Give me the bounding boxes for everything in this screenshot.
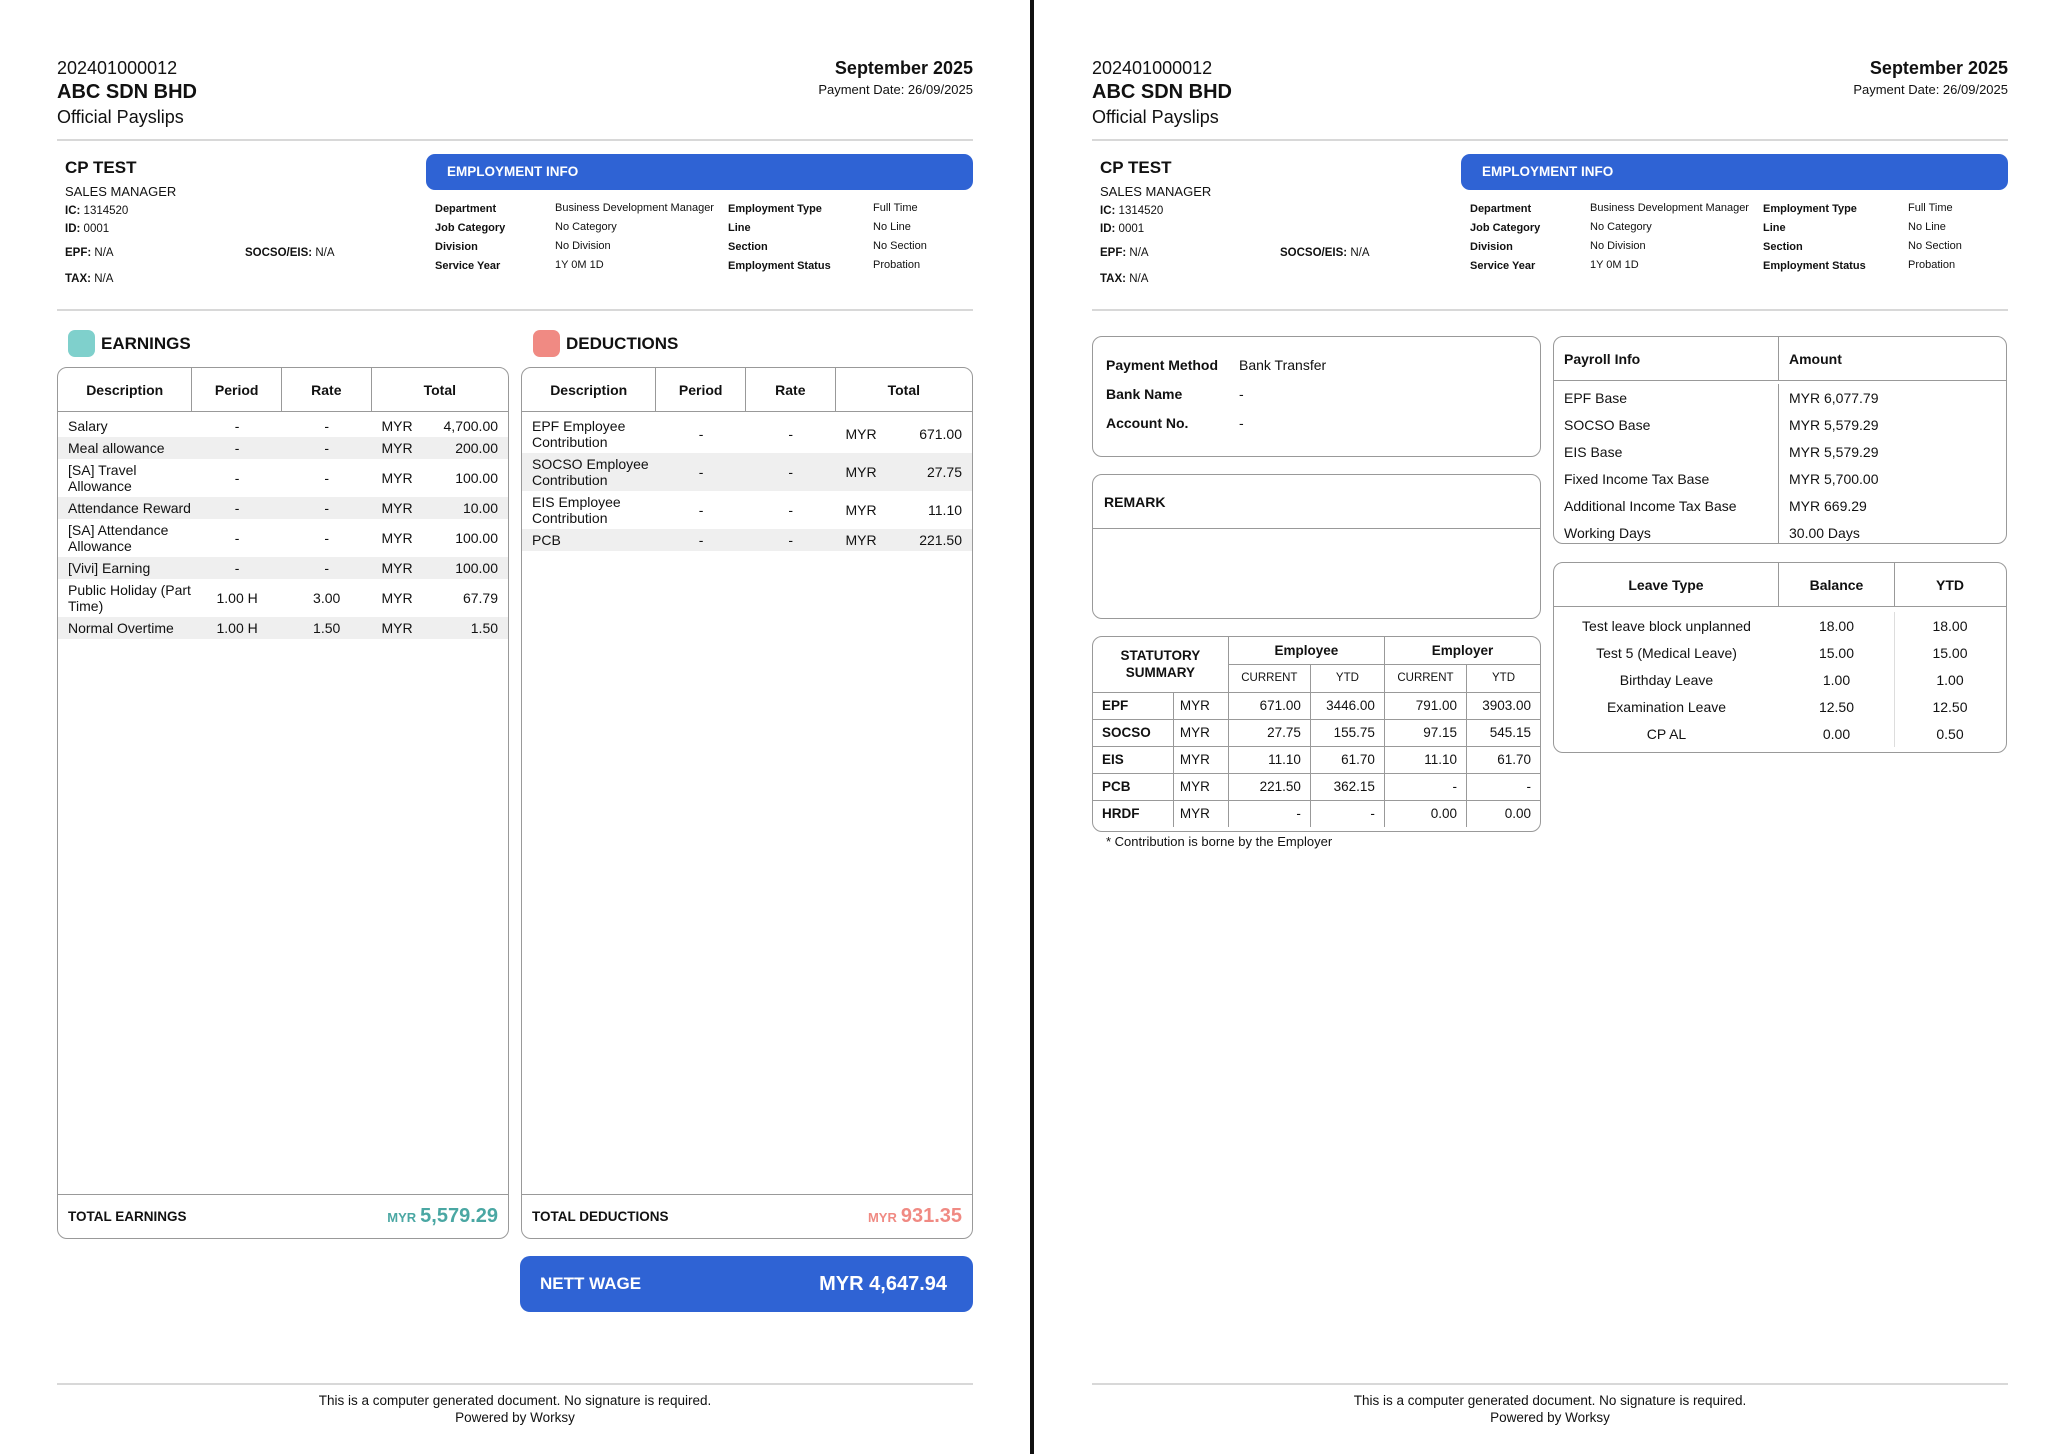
row-amount: 27.75 [926,464,963,480]
table-row [1554,693,2006,720]
footer-disclaimer: This is a computer generated document. No signature is required. [1353,1393,1747,1408]
table-row [1554,612,2006,639]
page-footer [1092,1392,2008,1426]
table-row [58,497,508,519]
leave-balance: 12.50 [1779,693,1895,720]
account-no-value: - [1239,415,1244,431]
statutory-cell: 97.15 [1384,719,1466,746]
document-subtitle: Official Payslips [1092,107,1219,127]
row-currency: MYR [381,470,413,486]
row-amount: 100.00 [455,470,499,486]
info-divider [57,309,973,311]
row-description: Public Holiday (Part Time) [68,582,191,614]
leave-balance: 18.00 [1779,612,1895,639]
employer-header: Employer [1384,637,1540,664]
row-amount: 200.00 [455,440,499,456]
row-currency: MYR [381,590,413,606]
employee-socso: SOCSO/EIS: N/A [245,247,335,259]
payslip-header [1092,58,2008,138]
table-row [1554,438,2006,465]
row-description: Salary [68,418,108,434]
service-year-label: Service Year [1470,259,1536,272]
table-row [58,519,508,557]
row-rate: - [788,532,794,548]
department-label: Department [1470,202,1532,215]
row-description: EIS Employee Contribution [532,494,621,526]
table-row [1554,639,2006,666]
statutory-cell: MYR [1173,692,1228,719]
leave-ytd: 1.00 [1936,671,1964,688]
row-currency: MYR [845,464,877,480]
division-label: Division [435,240,478,253]
leave-type: Test 5 (Medical Leave) [1596,644,1737,661]
table-row [58,617,508,639]
employee-details [65,158,425,291]
row-rate: - [788,464,794,480]
row-period: - [698,502,704,518]
table-row [1093,800,1540,827]
job-category-value: No Category [1590,221,1652,233]
row-description: Attendance Reward [68,500,191,516]
department-label: Department [435,202,497,215]
payroll-value: 30.00 Days [1789,524,1860,541]
total-deductions-label: TOTAL DEDUCTIONS [532,1209,669,1224]
payroll-label: EIS Base [1554,438,1779,465]
employee-details [1100,158,1460,291]
service-year-label: Service Year [435,259,501,272]
employment-status-label: Employment Status [728,259,831,272]
statutory-cell: - [1467,773,1541,800]
row-currency: MYR [845,426,877,442]
row-rate: 1.50 [313,620,341,636]
leave-ytd: 0.50 [1936,725,1964,742]
statutory-cell: SOCSO [1093,719,1173,746]
employee-socso: SOCSO/EIS: N/A [1280,247,1370,259]
statutory-cell: HRDF [1093,800,1173,827]
payroll-info-header: Payroll Info Amount [1554,337,2006,381]
employee-name: CP TEST [1100,158,1172,177]
job-category-label: Job Category [435,221,506,234]
employment-info [426,154,973,272]
row-amount: 221.50 [919,532,963,548]
table-row [1093,773,1540,800]
service-year-value: 1Y 0M 1D [555,259,604,271]
row-rate: - [788,426,794,442]
table-row [1093,719,1540,746]
statutory-cell: PCB [1093,773,1173,800]
row-amount: 100.00 [455,530,499,546]
statutory-cell: EPF [1093,692,1173,719]
row-rate: - [324,500,330,516]
employee-epf: EPF: N/A [65,247,114,259]
row-description: PCB [532,532,561,548]
table-row [58,557,508,579]
payroll-label: SOCSO Base [1554,411,1779,438]
row-description: [SA] Attendance Allowance [68,522,169,554]
deductions-title: DEDUCTIONS [533,330,678,357]
table-row [58,437,508,459]
row-period: - [234,440,240,456]
total-earnings-label: TOTAL EARNINGS [68,1209,187,1224]
document-number: 202401000012 [1092,58,1213,78]
row-period: - [234,470,240,486]
payroll-label: Fixed Income Tax Base [1554,465,1779,492]
employment-status-label: Employment Status [1763,259,1866,272]
leave-ytd: 18.00 [1932,617,1968,634]
table-row [1554,411,2006,438]
line-label: Line [1763,221,1786,234]
division-value: No Division [1590,240,1646,252]
employee-id: ID: 0001 [65,223,110,235]
footer-powered-by: Powered by Worksy [1490,1410,1610,1425]
payroll-value: MYR 6,077.79 [1789,389,1879,406]
leave-type: CP AL [1646,725,1687,742]
row-amount: 10.00 [462,500,499,516]
employment-info-title: EMPLOYMENT INFO [1461,154,2008,190]
statutory-cell: 362.15 [1310,773,1384,800]
table-row [1093,692,1540,719]
row-currency: MYR [845,502,877,518]
statutory-cell: MYR [1173,773,1228,800]
payslip-page-2 [1035,0,2060,1454]
line-value: No Line [873,221,911,233]
leave-table [1553,562,2007,753]
employment-type-label: Employment Type [1763,202,1857,215]
row-period: - [234,560,240,576]
nett-wage-banner [520,1256,973,1312]
statutory-cell: 221.50 [1228,773,1310,800]
payroll-value: MYR 5,579.29 [1789,443,1879,460]
employee-name: CP TEST [65,158,137,177]
row-period: - [234,530,240,546]
row-rate: - [788,502,794,518]
line-value: No Line [1908,221,1946,233]
account-no-label: Account No. [1106,415,1189,431]
statutory-cell: 3446.00 [1310,692,1384,719]
nett-wage-label: NETT WAGE [540,1274,642,1293]
payroll-value: MYR 669.29 [1789,497,1867,514]
statutory-cell: 791.00 [1384,692,1466,719]
section-label: Section [728,240,768,253]
employee-epf: EPF: N/A [1100,247,1149,259]
footer-divider [1092,1383,2008,1385]
service-year-value: 1Y 0M 1D [1590,259,1639,271]
employee-position: SALES MANAGER [1100,184,1212,199]
row-amount: 67.79 [462,590,499,606]
leave-type: Examination Leave [1606,698,1727,715]
row-amount: 100.00 [455,560,499,576]
info-divider [1092,309,2008,311]
row-currency: MYR [381,418,413,434]
table-row [522,453,972,491]
payroll-info-table [1553,336,2007,544]
table-row [1554,492,2006,519]
pay-month: September 2025 [1869,58,2008,78]
header-divider [1092,139,2008,141]
row-currency: MYR [381,500,413,516]
row-amount: 11.10 [928,502,963,518]
payment-date: Payment Date: 26/09/2025 [1853,82,2008,97]
job-category-label: Job Category [1470,221,1541,234]
row-amount: 4,700.00 [443,418,499,434]
department-value: Business Development Manager [1590,202,1749,214]
company-name: ABC SDN BHD [57,81,197,103]
table-row [58,415,508,437]
table-row [522,529,972,551]
section-value: No Section [873,240,927,252]
leave-ytd: 15.00 [1932,644,1968,661]
company-name: ABC SDN BHD [1092,81,1232,103]
leave-table-header: Leave Type Balance YTD [1554,563,2006,607]
page-divider [1030,0,1034,1454]
pay-month: September 2025 [834,58,973,78]
table-row [1093,746,1540,773]
footer-powered-by: Powered by Worksy [455,1410,575,1425]
page-footer [57,1392,973,1426]
statutory-cell: MYR [1173,719,1228,746]
footer-divider [57,1383,973,1385]
table-row [1554,666,2006,693]
leave-ytd: 12.50 [1932,698,1968,715]
department-value: Business Development Manager [555,202,714,214]
leave-balance: 15.00 [1779,639,1895,666]
row-amount: 1.50 [470,620,499,636]
table-row [1554,465,2006,492]
employment-type-label: Employment Type [728,202,822,215]
document-subtitle: Official Payslips [57,107,184,127]
row-rate: - [324,470,330,486]
statutory-cell: MYR [1173,800,1228,827]
remark-title: REMARK [1093,475,1540,529]
remark-box [1092,474,1541,619]
row-currency: MYR [381,530,413,546]
employment-info [1461,154,2008,272]
leave-type: Test leave block unplanned [1582,617,1751,634]
statutory-cell: 0.00 [1467,800,1541,827]
deductions-table-header: Description Period Rate Total [522,368,972,412]
payslip-header [57,58,973,138]
row-rate: - [324,530,330,546]
row-currency: MYR [381,440,413,456]
deductions-total-row [522,1194,972,1238]
document-number: 202401000012 [57,58,178,78]
payroll-label: EPF Base [1554,384,1779,411]
table-row [522,491,972,529]
statutory-summary-table: STATUTORY SUMMARY Employee Employer CURRENT YTD CURRENT YTD EPF MYR 671.00 3446.00 791.00 3903.00 SOCSO MYR 27.75 155.75 97.15 545.15 EIS MYR 11.10 61.70 11.10 61.70 PCB MYR 221.50 362.15 - - HRDF MYR - - 0.00 0.00 [1092,636,1541,832]
table-row [58,579,508,617]
earnings-color-icon [68,330,95,357]
row-rate: - [324,560,330,576]
employee-tax: TAX: N/A [65,273,114,285]
leave-balance: 0.00 [1779,720,1895,747]
statutory-cell: 11.10 [1384,746,1466,773]
row-period: 1.00 H [216,620,258,636]
payroll-value: MYR 5,700.00 [1789,470,1879,487]
row-description: [SA] Travel Allowance [68,462,137,494]
total-deductions-value: MYR 931.35 [867,1205,962,1227]
statutory-cell: EIS [1093,746,1173,773]
employment-type-value: Full Time [873,202,918,214]
line-label: Line [728,221,751,234]
statutory-cell: 61.70 [1310,746,1384,773]
row-period: - [698,532,704,548]
row-description: EPF Employee Contribution [532,418,626,450]
row-currency: MYR [845,532,877,548]
statutory-cell: 3903.00 [1467,692,1541,719]
row-description: SOCSO Employee Contribution [532,456,649,488]
table-row [522,415,972,453]
statutory-cell: 0.00 [1384,800,1466,827]
earnings-table [57,367,509,1239]
employee-ic: IC: 1314520 [1100,205,1164,217]
row-period: - [234,418,240,434]
employee-position: SALES MANAGER [65,184,177,199]
row-period: 1.00 H [216,590,258,606]
footer-disclaimer: This is a computer generated document. No signature is required. [318,1393,712,1408]
payment-date: Payment Date: 26/09/2025 [818,82,973,97]
leave-balance: 1.00 [1779,666,1895,693]
row-currency: MYR [381,620,413,636]
employee-header: Employee [1228,637,1384,664]
employment-info-title: EMPLOYMENT INFO [426,154,973,190]
statutory-cell: 155.75 [1310,719,1384,746]
statutory-cell: 11.10 [1228,746,1310,773]
table-row [1554,519,2006,544]
row-rate: - [324,440,330,456]
earnings-title: EARNINGS [68,330,191,357]
earnings-table-header: Description Period Rate Total [58,368,508,412]
deductions-color-icon [533,330,560,357]
row-period: - [698,464,704,480]
bank-name-label: Bank Name [1106,386,1183,402]
employment-status-value: Probation [1908,259,1956,271]
statutory-note: * Contribution is borne by the Employer [1106,834,1333,849]
table-row [1554,384,2006,411]
header-divider [57,139,973,141]
statutory-cell: 545.15 [1467,719,1541,746]
payment-method-box [1092,336,1541,457]
employee-ic: IC: 1314520 [65,205,129,217]
row-amount: 671.00 [919,426,963,442]
employment-type-value: Full Time [1908,202,1953,214]
leave-type: Birthday Leave [1619,671,1714,688]
table-row [1554,720,2006,747]
row-currency: MYR [381,560,413,576]
statutory-summary-title: STATUTORY SUMMARY [1093,637,1228,692]
payment-method-value: Bank Transfer [1239,357,1327,373]
table-row [58,459,508,497]
payment-method-label: Payment Method [1106,357,1219,373]
division-label: Division [1470,240,1513,253]
employee-tax: TAX: N/A [1100,273,1149,285]
payroll-value: MYR 5,579.29 [1789,416,1879,433]
employment-status-value: Probation [873,259,921,271]
section-value: No Section [1908,240,1962,252]
row-period: - [698,426,704,442]
bank-name-value: - [1239,386,1244,402]
row-description: Normal Overtime [68,620,174,636]
statutory-cell: - [1384,773,1466,800]
payroll-label: Working Days [1554,519,1779,544]
earnings-total-row [58,1194,508,1238]
deductions-table [521,367,973,1239]
statutory-cell: 61.70 [1467,746,1541,773]
statutory-cell: 27.75 [1228,719,1310,746]
job-category-value: No Category [555,221,617,233]
statutory-cell: MYR [1173,746,1228,773]
statutory-cell: - [1228,800,1310,827]
row-period: - [234,500,240,516]
row-rate: 3.00 [313,590,341,606]
statutory-cell: - [1310,800,1384,827]
row-rate: - [324,418,330,434]
payroll-label: Additional Income Tax Base [1554,492,1779,519]
total-earnings-value: MYR 5,579.29 [387,1205,498,1227]
row-description: Meal allowance [68,440,165,456]
division-value: No Division [555,240,611,252]
employee-id: ID: 0001 [1100,223,1145,235]
section-label: Section [1763,240,1803,253]
statutory-cell: 671.00 [1228,692,1310,719]
nett-wage-value: MYR 4,647.94 [819,1272,947,1295]
row-description: [Vivi] Earning [68,560,151,576]
